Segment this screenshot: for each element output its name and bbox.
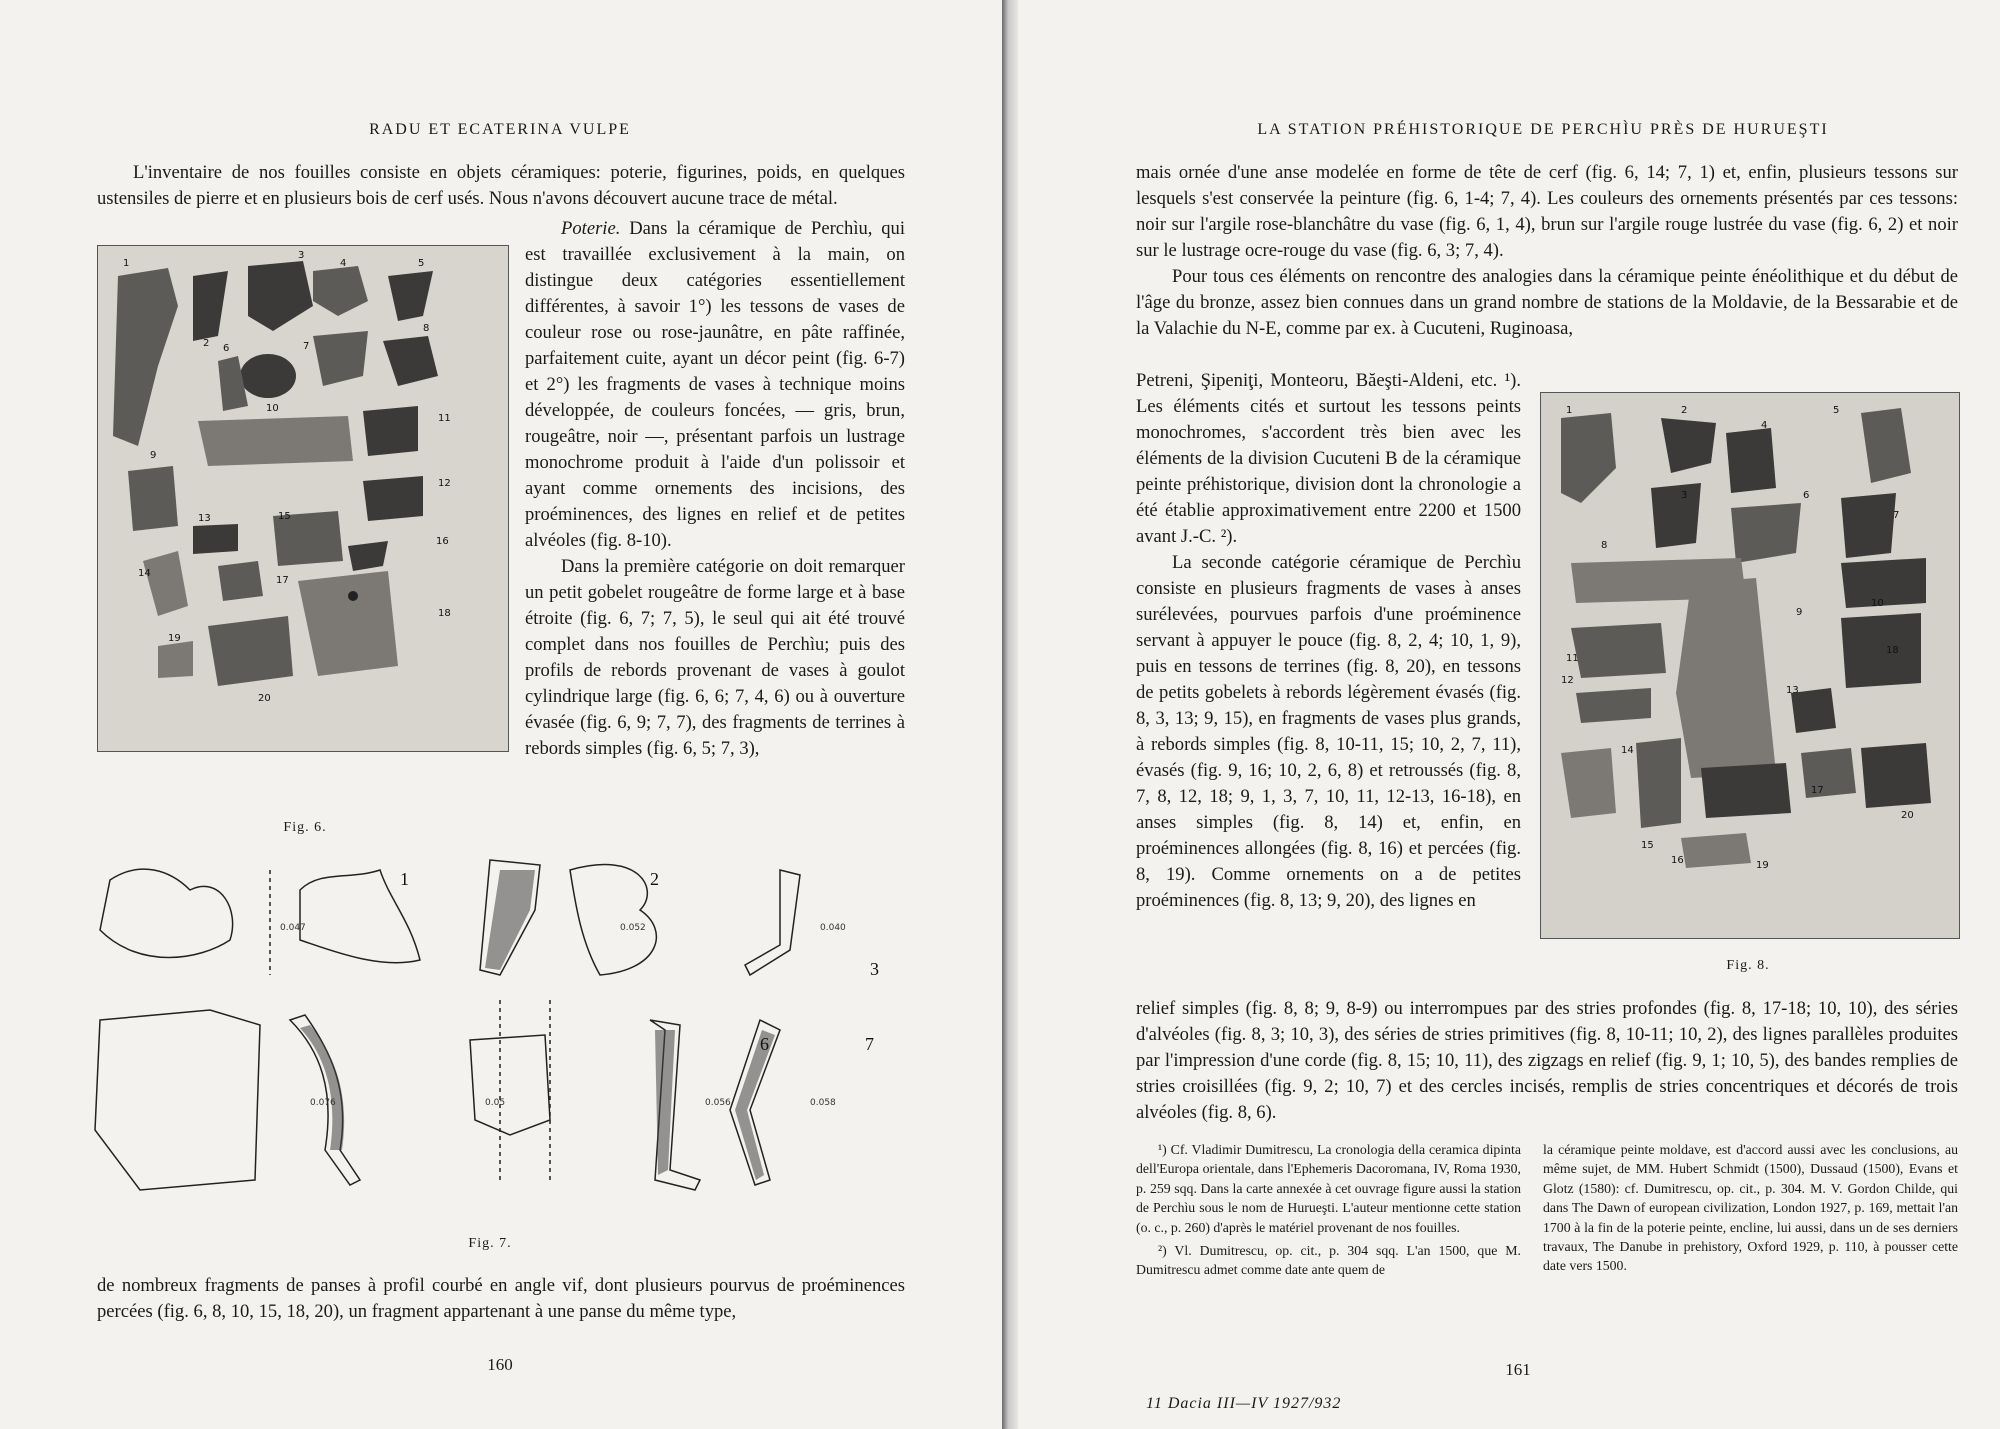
running-head-right: LA STATION PRÉHISTORIQUE DE PERCHÌU PRÈS DE HURUEŞTI bbox=[1257, 121, 1829, 138]
fig8-num-13: 13 bbox=[1786, 685, 1799, 696]
fig7-dim-4: 0.076 bbox=[310, 1098, 336, 1108]
fig8-num-14: 14 bbox=[1621, 745, 1634, 756]
right-para-2-narrow: Petreni, Şipeniţi, Monteoru, Băeşti-Aldeni, etc. ¹). Les éléments cités et surtout les tessons peints monochromes, s'accordent très bien avec les éléments de la division Cucuteni B de la céramique peinte préhistorique, division dont la chronologie a été établie approximativement entre 2200 et 1500 avant J.-C. ²). bbox=[1136, 370, 1521, 547]
fig7-num-1: 1 bbox=[400, 869, 409, 889]
fig7-num-3: 3 bbox=[870, 959, 879, 979]
fig6-num-16: 16 bbox=[436, 536, 449, 547]
fig7-dim-7: 0.058 bbox=[810, 1098, 836, 1108]
fig7-caption: Fig. 7. bbox=[468, 1236, 512, 1251]
fig6-num-12: 12 bbox=[438, 478, 451, 489]
printer-signature: 11 Dacia III—IV 1927/932 bbox=[1146, 1395, 1342, 1412]
figure-7-svg bbox=[80, 850, 910, 1230]
fig8-num-11: 11 bbox=[1566, 653, 1579, 664]
figure-8-plate bbox=[1540, 392, 1960, 939]
page-number-left: 160 bbox=[487, 1355, 513, 1374]
fig6-num-7: 7 bbox=[303, 341, 310, 352]
fig7-dim-5: 0.05 bbox=[485, 1098, 506, 1108]
fig6-num-3: 3 bbox=[298, 250, 305, 261]
fig8-num-17: 17 bbox=[1811, 785, 1824, 796]
poterie-text: Dans la céramique de Perchìu, qui est travaillée exclusivement à la main, on distingue deux catégories essentiellement différentes, à savoir 1°) les tessons de vases de couleur rose ou rose-jaunâtre, en pâte raffinée, parfaitement cuite, ayant un décor peint (fig. 6-7) et 2°) les fragments de vases à technique moins développée, de couleurs foncées, — gris, brun, rougeâtre, noir —, présentant parfois un lustrage monochrome produit à l'aide d'un polissoir et ayant comme ornements des incisions, des proéminences, des lignes en relief et de petites alvéoles (fig. 8-10). bbox=[525, 218, 905, 551]
right-para-3-narrow: La seconde catégorie céramique de Perchìu consiste en plusieurs fragments de vases à anses surélevées, pourvues parfois d'une proéminence servant à appuyer le pouce (fig. 8, 2, 4; 10, 1, 9), puis en tessons de terrines (fig. 8, 20), en tessons de petits gobelets à rebords légèrement évasés (fig. 8, 3, 13; 9, 15), en fragments de vases plus grands, à rebords simples (fig. 8, 10-11, 15; 10, 2, 7, 11), évasés (fig. 9, 16; 10, 2, 6, 8) et retroussés (fig. 8, 7, 8, 12, 18; 9, 1, 3, 7, 10, 11, 12-13, 16-18), en anses simples (fig. 8, 14) et, enfin, en proéminences allongées (fig. 8, 16) et percées (fig. 8, 19). Comme ornements on a de petites proéminences (fig. 8, 13; 9, 20), des lignes en bbox=[1136, 552, 1521, 911]
fig6-num-17: 17 bbox=[276, 575, 289, 586]
fig6-num-20: 20 bbox=[258, 693, 271, 704]
footnote-1: ¹) Cf. Vladimir Dumitrescu, La cronologia della ceramica dipinta dell'Europa orientale, dans l'Ephemeris Dacoromana, IV, Roma 1930, p. 259 sqq. Dans la carte annexée à cet ouvrage figure aussi la station de Perchìu sous le nom de Hurueşti. L'auteur mentionne cette station (o. c., p. 260) d'après le matériel provenant de nos fouilles. bbox=[1136, 1142, 1521, 1235]
fig6-num-8: 8 bbox=[423, 323, 430, 334]
footnotes-column-1 bbox=[1136, 1140, 1521, 1284]
fig6-num-4: 4 bbox=[340, 258, 347, 269]
fig7-dim-2: 0.052 bbox=[620, 923, 646, 933]
fig6-num-6: 6 bbox=[223, 343, 230, 354]
fig6-num-9: 9 bbox=[150, 450, 157, 461]
fig6-caption: Fig. 6. bbox=[283, 820, 327, 835]
fig7-num-6: 6 bbox=[760, 1034, 769, 1054]
fig8-num-12: 12 bbox=[1561, 675, 1574, 686]
fig6-num-13: 13 bbox=[198, 513, 211, 524]
right-narrow-column bbox=[1136, 368, 1521, 914]
fig6-num-19: 19 bbox=[168, 633, 181, 644]
fig6-num-1: 1 bbox=[123, 258, 130, 269]
fig8-caption: Fig. 8. bbox=[1726, 958, 1770, 973]
footnotes-column-2: la céramique peinte moldave, est d'accord aussi avec les conclusions, au même sujet, de MM. Hubert Schmidt (1500), Dussaud (1500), Evans et Glotz (1580): cf. Dumitrescu, op. cit., p. 304. M. V. Gordon Childe, qui dans The Dawn of european civilization, London 1927, p. 169, mettait l'an 1700 à la fin de la poterie peinte, encline, lui aussi, dans un de ses derniers travaux, The Danube in prehistory, Oxford 1929, p. 110, à pousser cette date vers 1500. bbox=[1543, 1142, 1958, 1274]
running-head-left: RADU ET ECATERINA VULPE bbox=[369, 121, 631, 138]
fig7-dim-1: 0.047 bbox=[280, 923, 306, 933]
fig8-num-19: 19 bbox=[1756, 860, 1769, 871]
intro-paragraph: L'inventaire de nos fouilles consiste en objets céramiques: poterie, figurines, poids, en quelques ustensiles de pierre et en plusieurs bois de cerf usés. Nous n'avons découvert aucune trace de métal. bbox=[97, 162, 905, 209]
fig6-num-2: 2 bbox=[203, 338, 210, 349]
right-page bbox=[1018, 0, 2000, 1429]
fig8-num-3: 3 bbox=[1681, 490, 1688, 501]
fig6-num-15: 15 bbox=[278, 511, 291, 522]
book-gutter bbox=[1002, 0, 1018, 1429]
page-number-right: 161 bbox=[1505, 1360, 1531, 1379]
right-para-3-full: relief simples (fig. 8, 8; 9, 8-9) ou interrompues par des stries profondes (fig. 8, 17-18; 10, 10), des séries d'alvéoles (fig. 8, 3; 10, 3), des séries de stries primitives (fig. 8, 10-11; 10, 2), des lignes parallèles produites par l'impression d'une corde (fig. 8, 15; 10, 11), des zigzags en relief (fig. 9, 1; 10, 5), des bandes remplies de stries croisillées (fig. 9, 2; 10, 7) et des cercles incisés, remplis de stries concentriques et décorés de trois alvéoles (fig. 8, 6). bbox=[1136, 998, 1958, 1123]
fig8-num-10: 10 bbox=[1871, 598, 1884, 609]
fig7-dim-6: 0.056 bbox=[705, 1098, 731, 1108]
fig6-num-11: 11 bbox=[438, 413, 451, 424]
fig6-num-5: 5 bbox=[418, 258, 425, 269]
poterie-column bbox=[525, 216, 905, 762]
fig8-num-5: 5 bbox=[1833, 405, 1840, 416]
figure-6-photo bbox=[98, 246, 508, 751]
fig8-num-16: 16 bbox=[1671, 855, 1684, 866]
bottom-paragraph: de nombreux fragments de panses à profil courbé en angle vif, dont plusieurs pourvus de proéminences percées (fig. 6, 8, 10, 15, 18, 20), un fragment appartenant à une panse du même type, bbox=[97, 1275, 905, 1322]
fig7-num-2: 2 bbox=[650, 869, 659, 889]
fig8-num-7: 7 bbox=[1893, 510, 1900, 521]
fig8-num-4: 4 bbox=[1761, 420, 1768, 431]
fig6-num-18: 18 bbox=[438, 608, 451, 619]
fig8-num-15: 15 bbox=[1641, 840, 1654, 851]
figure-8-photo bbox=[1541, 393, 1959, 938]
poterie-heading: Poterie. bbox=[561, 218, 621, 239]
figure-6-plate bbox=[97, 245, 509, 752]
right-para-1: mais ornée d'une anse modelée en forme de tête de cerf (fig. 6, 14; 7, 1) et, enfin, plusieurs tessons sur lesquels s'est conservée la peinture (fig. 6, 1-4; 7, 4). Les couleurs des ornements présentés par ces tessons: noir sur l'argile rose-blanchâtre du vase (fig. 6, 1, 4), brun sur l'argile rouge lustrée du vase (fig. 6, 2) et noir sur le lustrage ocre-rouge du vase (fig. 6, 3; 7, 4). Pour tous ces éléments on rencontre des analogies dans la céramique peinte énéolithique et du début de l'âge du bronze, assez bien connues dans un grand nombre de stations de la Moldavie, de la Bessarabie et de la Valachie du N-E, comme par ex. à Cucuteni, Ruginoasa, bbox=[1136, 162, 1958, 339]
fig7-num-7: 7 bbox=[865, 1034, 874, 1054]
fig8-num-9: 9 bbox=[1796, 607, 1803, 618]
fig6-num-10: 10 bbox=[266, 403, 279, 414]
fig8-num-18: 18 bbox=[1886, 645, 1899, 656]
fig8-num-1: 1 bbox=[1566, 405, 1573, 416]
fig7-dim-3: 0.040 bbox=[820, 923, 846, 933]
premiere-categorie-text: Dans la première catégorie on doit remarquer un petit gobelet rougeâtre de forme large et à base étroite (fig. 6, 7; 7, 5), le seul qui ait été trouvé complet dans nos fouilles de Perchìu; puis des profils de rebords provenant de vases à goulot cylindrique large (fig. 6, 6; 7, 4, 6) ou à ouverture évasée (fig. 6, 9; 7, 7), des fragments de terrines à rebords simples (fig. 6, 5; 7, 3), bbox=[525, 556, 905, 759]
figure-7-drawings bbox=[80, 850, 910, 1230]
footnote-2: ²) Vl. Dumitrescu, op. cit., p. 304 sqq. L'an 1500, que M. Dumitrescu admet comme date ante quem de bbox=[1136, 1243, 1521, 1278]
fig8-num-20: 20 bbox=[1901, 810, 1914, 821]
fig8-num-8: 8 bbox=[1601, 540, 1608, 551]
fig8-num-6: 6 bbox=[1803, 490, 1810, 501]
fig8-num-2: 2 bbox=[1681, 405, 1688, 416]
fig6-num-14: 14 bbox=[138, 568, 151, 579]
